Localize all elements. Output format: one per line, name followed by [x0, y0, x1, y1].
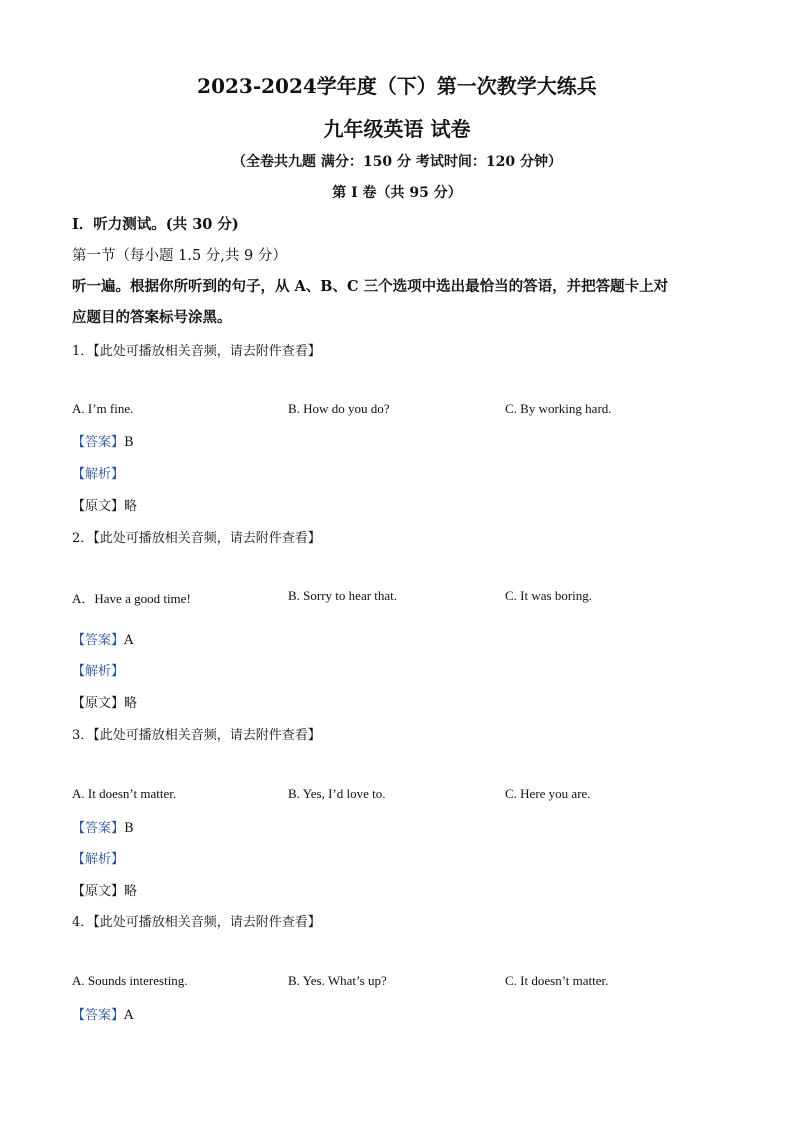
option-a: A．Have a good time! [72, 591, 191, 606]
option-b: B. Yes. What’s up? [288, 973, 387, 988]
question-stem: 3．【此处可播放相关音频，请去附件查看】 [72, 728, 321, 743]
instruction-line-1: 听一遍。根据你所听到的句子，从 A、B、C 三个选项中选出最恰当的答语，并把答题卡上对 [72, 278, 669, 295]
option-a: A. I’m fine. [72, 401, 134, 416]
answer-value: B [124, 821, 134, 836]
analysis-label: 【解析】 [72, 852, 125, 867]
analysis-label: 【解析】 [72, 467, 125, 482]
exam-info: （全卷共九题 满分：150 分 考试时间：120 分钟） [232, 154, 562, 170]
answer-label: 【答案】 [72, 821, 125, 836]
option-c: C. Here you are. [505, 786, 591, 801]
exam-title: 2023-2024学年度（下）第一次教学大练兵 [197, 74, 597, 98]
original-value: 略 [124, 884, 138, 899]
answer-label: 【答案】 [72, 1008, 125, 1023]
answer-row [72, 629, 133, 648]
answer-label: 【答案】 [72, 633, 125, 648]
original-label: 【原文】 [72, 696, 125, 711]
original-row [72, 495, 137, 514]
answer-value: A [124, 633, 134, 648]
answer-value: B [124, 435, 134, 450]
answer-label: 【答案】 [72, 435, 125, 450]
volume-heading: 第 I 卷（共 95 分） [332, 185, 462, 201]
analysis-row [72, 848, 124, 867]
original-label: 【原文】 [72, 884, 125, 899]
option-a: A. It doesn’t matter. [72, 786, 177, 801]
question-stem: 1．【此处可播放相关音频，请去附件查看】 [72, 344, 321, 359]
answer-row [72, 1004, 133, 1023]
option-b: B. Yes, I’d love to. [288, 786, 386, 801]
analysis-label: 【解析】 [72, 664, 125, 679]
option-c: C. It doesn’t matter. [505, 973, 609, 988]
original-row [72, 692, 137, 711]
original-value: 略 [124, 696, 138, 711]
answer-value: A [124, 1008, 134, 1023]
option-c: C. It was boring. [505, 588, 593, 603]
part-heading: 第一节（每小题 1.5 分,共 9 分） [72, 248, 287, 264]
option-c: C. By working hard. [505, 401, 612, 416]
question-stem: 4．【此处可播放相关音频，请去附件查看】 [72, 915, 321, 930]
instruction-line-2: 应题目的答案标号涂黑。 [72, 309, 232, 326]
exam-subject: 九年级英语 试卷 [323, 117, 471, 141]
original-label: 【原文】 [72, 499, 125, 514]
analysis-row [72, 660, 124, 679]
option-b: B. Sorry to hear that. [288, 588, 398, 603]
question-stem: 2．【此处可播放相关音频，请去附件查看】 [72, 531, 321, 546]
analysis-row [72, 463, 124, 482]
section-heading: I．听力测试。(共 30 分) [72, 216, 239, 233]
answer-row [72, 817, 134, 836]
option-b: B. How do you do? [288, 401, 390, 416]
original-value: 略 [124, 499, 138, 514]
option-a: A. Sounds interesting. [72, 973, 188, 988]
answer-row [72, 431, 134, 450]
original-row [72, 880, 137, 899]
